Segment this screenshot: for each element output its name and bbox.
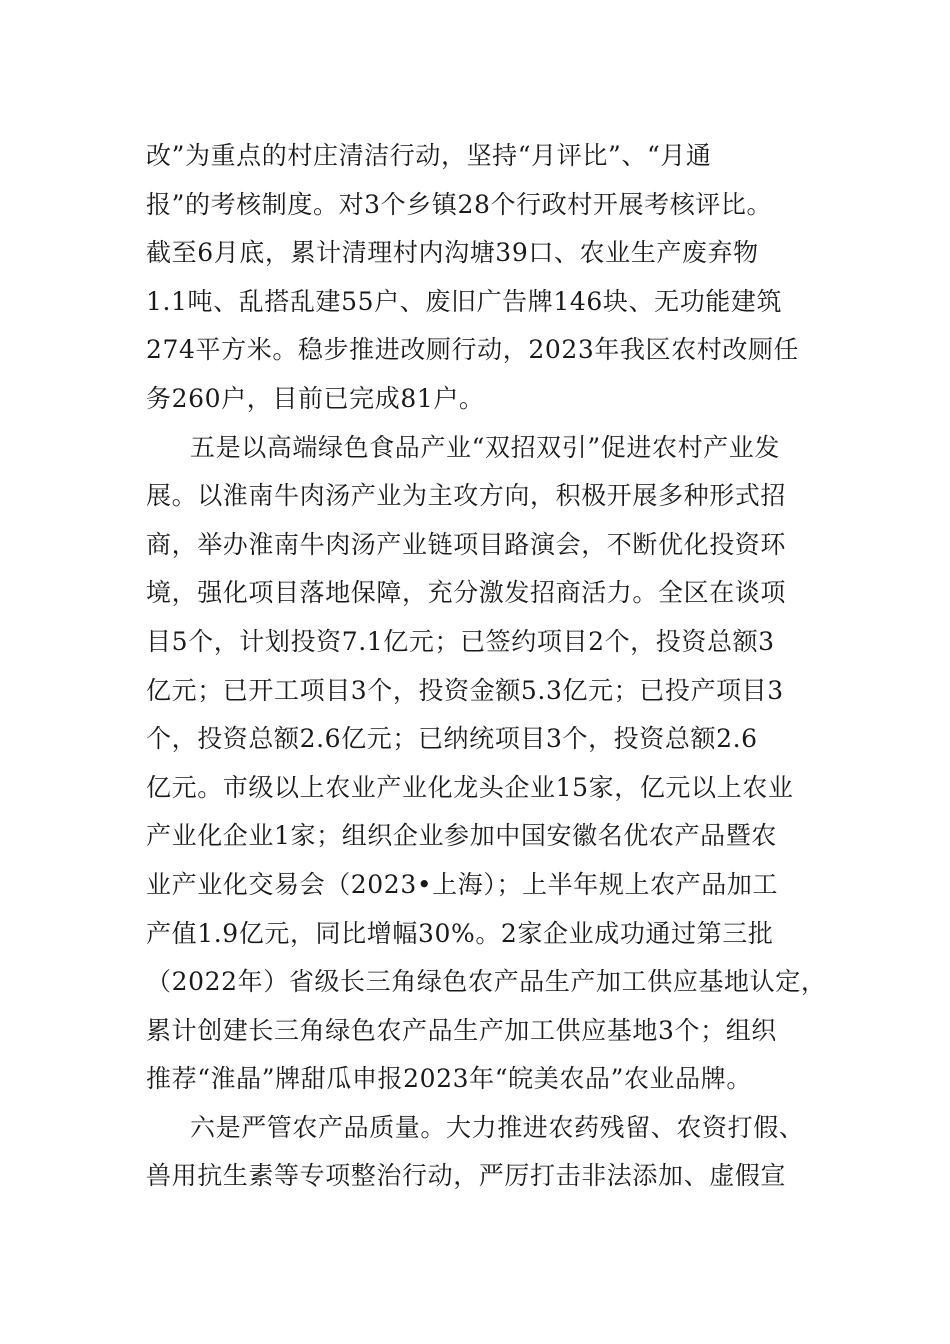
text-line: 截至6月底，累计清理村内沟塘39口、农业生产废弃物: [146, 238, 759, 268]
text-line: 个，投资总额2.6亿元；已纳统项目3个，投资总额2.6: [146, 724, 758, 754]
text-line: 1.1吨、乱搭乱建55户、废旧广告牌146块、无功能建筑: [146, 286, 783, 316]
paragraph-start-line: 五是以高端绿色食品产业“双招双引”促进农村产业发: [190, 432, 780, 462]
text-line: 改”为重点的村庄清洁行动，坚持“月评比”、“月通: [146, 141, 712, 170]
text-line: 亿元；已开工项目3个，投资金额5.3亿元；已投产项目3: [146, 675, 784, 705]
text-line: 兽用抗生素等专项整治行动，严厉打击非法添加、虚假宣: [146, 1161, 787, 1191]
text-line: 境，强化项目落地保障，充分激发招商活力。全区在谈项: [146, 578, 787, 608]
text-line: 目5个，计划投资7.1亿元；已签约项目2个，投资总额3: [146, 626, 775, 656]
text-line: 产值1.9亿元，同比增幅30%。2家企业成功通过第三批: [146, 918, 774, 948]
text-line: 亿元。市级以上农业产业化龙头企业15家，亿元以上农业: [146, 772, 794, 802]
text-line: 务260户，目前已完成81户。: [146, 383, 485, 413]
body-text: [146, 132, 827, 1201]
paragraph-start-line: 六是严管农产品质量。大力推进农药残留、农资打假、: [190, 1112, 805, 1142]
text-line: 商，举办淮南牛肉汤产业链项目路演会，不断优化投资环: [146, 529, 787, 559]
text-line: 报”的考核制度。对3个乡镇28个行政村开展考核评比。: [146, 189, 773, 219]
text-line: 推荐“淮晶”牌甜瓜申报2023年“皖美农品”农业品牌。: [146, 1064, 752, 1094]
text-line: （2022年）省级长三角绿色农产品生产加工供应基地认定，: [146, 967, 827, 997]
text-line: 274平方米。稳步推进改厕行动，2023年我区农村改厕任: [146, 335, 800, 365]
text-line: 展。以淮南牛肉汤产业为主攻方向，积极开展多种形式招: [146, 481, 787, 511]
text-line: 业产业化交易会（2023•上海）；上半年规上农产品加工: [146, 869, 779, 899]
text-line: 产业化企业1家；组织企业参加中国安徽名优农产品暨农: [146, 821, 777, 851]
text-line: 累计创建长三角绿色农产品生产加工供应基地3个；组织: [146, 1015, 777, 1045]
